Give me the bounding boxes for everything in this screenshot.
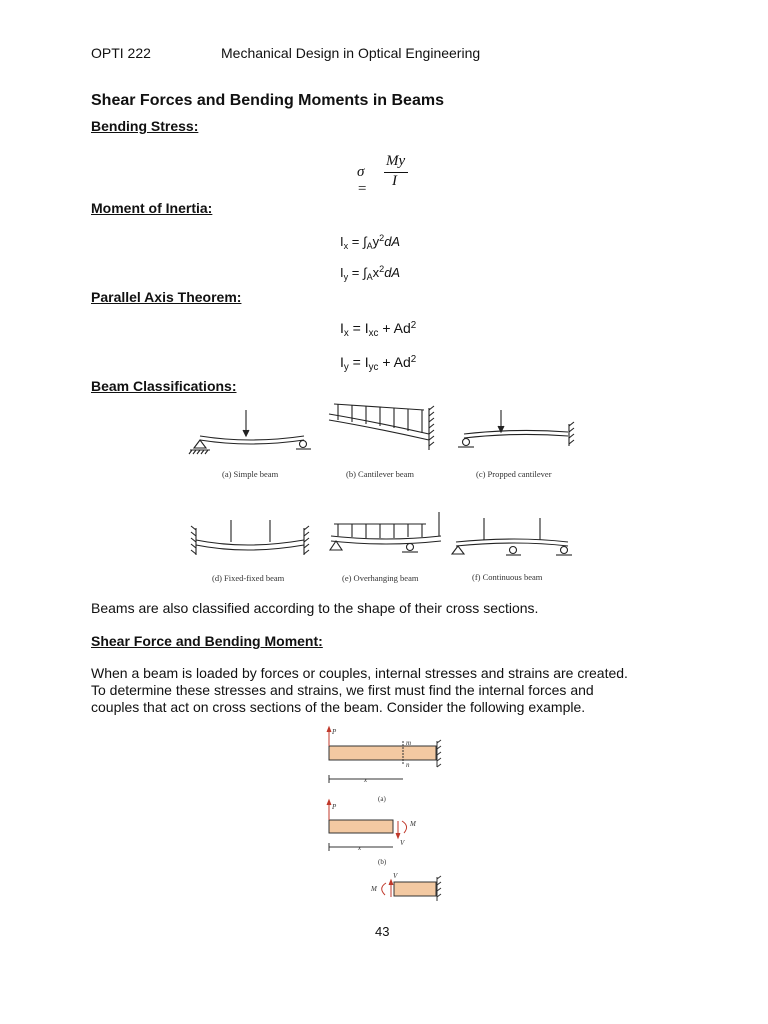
label-p-b: P	[332, 803, 337, 811]
heading-beam-classifications: Beam Classifications:	[91, 378, 237, 394]
label-b: (b)	[378, 858, 387, 866]
course-title: Mechanical Design in Optical Engineering	[221, 45, 481, 61]
label-shear-b: V	[400, 839, 405, 847]
eq-ix-parallel: $I_x = I_{xc} + Ad^2$	[340, 320, 417, 339]
label-moment-b: M	[410, 820, 416, 828]
caption-fixed-fixed-beam: (d) Fixed-fixed beam	[212, 573, 285, 583]
caption-cantilever-beam: (b) Cantilever beam	[346, 469, 414, 479]
page-title: Shear Forces and Bending Moments in Beams	[91, 92, 444, 109]
label-moment-c: M	[371, 885, 377, 893]
caption-overhanging-beam: (e) Overhanging beam	[342, 573, 419, 583]
cantilever-example-figure	[320, 725, 450, 905]
course-code: OPTI 222	[91, 45, 151, 61]
heading-bending-stress: Bending Stress:	[91, 118, 199, 134]
label-m: m	[406, 739, 412, 747]
eq-sigma-lhs: σ =	[357, 164, 368, 197]
paragraph-intro-line-1: When a beam is loaded by forces or couples, internal stresses and strains are created.	[91, 665, 628, 681]
fixed-fixed-beam-diagram	[191, 520, 309, 555]
caption-propped-cantilever: (c) Propped cantilever	[476, 469, 552, 479]
label-p-a: P	[332, 728, 337, 736]
label-x-b: x	[358, 844, 362, 852]
beam-c	[394, 882, 436, 896]
simple-beam-diagram	[189, 410, 311, 454]
beam-a	[329, 746, 436, 760]
cantilever-beam-diagram	[329, 404, 434, 450]
caption-simple-beam: (a) Simple beam	[222, 469, 279, 479]
caption-continuous-beam: (f) Continuous beam	[472, 572, 543, 582]
heading-moment-of-inertia: Moment of Inertia:	[91, 200, 213, 216]
paragraph-intro-line-3: couples that act on cross sections of the beam. Consider the following example.	[91, 699, 586, 715]
propped-cantilever-diagram	[458, 410, 574, 447]
eq-iy-integral: $I_y = \int_Ax^2dA$	[340, 264, 401, 282]
label-a: (a)	[378, 795, 386, 803]
heading-shear-force: Shear Force and Bending Moment:	[91, 633, 323, 649]
label-x-a: x	[364, 776, 368, 784]
heading-parallel-axis: Parallel Axis Theorem:	[91, 289, 242, 305]
eq-sigma-den: I	[392, 173, 397, 189]
page-number: 43	[375, 924, 390, 939]
eq-sigma-num: My	[386, 153, 406, 169]
overhanging-beam-diagram	[330, 512, 441, 552]
paragraph-cross-sections: Beams are also classified according to the shape of their cross sections.	[91, 600, 539, 616]
label-n: n	[406, 761, 410, 769]
beam-classification-figure	[186, 400, 586, 595]
paragraph-intro-line-2: To determine these stresses and strains, we first must find the internal forces and	[91, 682, 594, 698]
eq-iy-parallel: $I_y = I_{yc} + Ad^2$	[340, 354, 417, 373]
eq-ix-integral: $I_x = \int_Ay^2dA$	[340, 233, 401, 251]
beam-b	[329, 820, 393, 833]
label-shear-c: V	[393, 872, 398, 880]
continuous-beam-diagram	[452, 518, 572, 555]
